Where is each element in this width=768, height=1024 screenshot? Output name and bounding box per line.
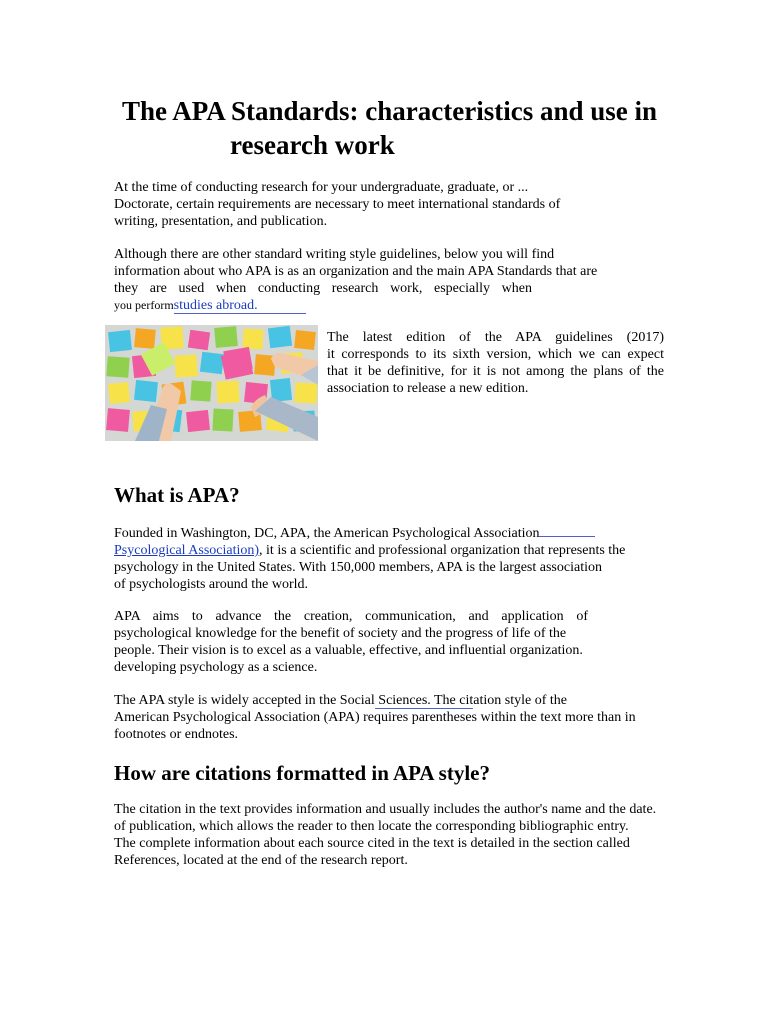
style-line-3: footnotes or endnotes. bbox=[114, 727, 239, 742]
guidelines-line-3: they are used when conducting research work, especially when bbox=[114, 281, 532, 296]
intro-line-1: At the time of conducting research for your undergraduate, graduate, or ... bbox=[114, 180, 529, 195]
style-line-1-a: The APA style is widely accepted in the Social bbox=[114, 693, 375, 708]
guidelines-line-4-prefix: you perform bbox=[114, 298, 174, 312]
studies-abroad-link-text: studies abroad bbox=[173, 298, 255, 313]
studies-abroad-link[interactable] bbox=[174, 298, 306, 314]
apa-style-paragraph bbox=[114, 692, 666, 743]
founded-line-4: of psychologists around the world. bbox=[114, 577, 309, 592]
citation-line-2: of publication, which allows the reader to then locate the corresponding bibliographic entry. bbox=[114, 819, 629, 834]
side-line-3: that it be definitive, for it is not among the plans of the bbox=[327, 364, 664, 379]
sticky-notes-image bbox=[105, 325, 318, 441]
apa-aims-paragraph bbox=[114, 608, 666, 676]
psycological-association-link[interactable]: Psycological Association) bbox=[114, 543, 260, 558]
founded-line-2-rest: , it is a scientific and professional organization that represents the bbox=[259, 543, 626, 558]
style-line-2: American Psychological Association (APA) requires parentheses within the text more than in bbox=[114, 710, 636, 725]
founded-line-1 bbox=[114, 524, 666, 542]
style-line-1-c: ation style of the bbox=[473, 693, 567, 708]
social-sciences-link[interactable]: Sciences. The cit bbox=[374, 693, 474, 708]
founded-line-1-text: Founded in Washington, DC, APA, the American Psychological Association bbox=[114, 526, 540, 541]
founded-line-2 bbox=[114, 542, 666, 559]
style-line-1 bbox=[114, 692, 666, 709]
intro-paragraph bbox=[114, 179, 666, 230]
citation-paragraph bbox=[114, 801, 666, 869]
guidelines-line-4 bbox=[114, 297, 666, 314]
founded-line-1-underline bbox=[539, 524, 595, 537]
apa-founded-paragraph bbox=[114, 524, 666, 593]
section-heading-citations: How are citations formatted in APA style? bbox=[114, 761, 491, 785]
citation-line-3: The complete information about each source cited in the text is detailed in the section called bbox=[114, 836, 630, 851]
aims-line-2: psychological knowledge for the benefit of society and the progress of life of the bbox=[114, 626, 567, 641]
founded-line-3: psychology in the United States. With 150,000 members, APA is the largest association bbox=[114, 560, 602, 575]
studies-abroad-link-suffix: . bbox=[254, 298, 258, 313]
aims-line-3: people. Their vision is to excel as a valuable, effective, and influential organization. bbox=[114, 643, 583, 658]
aims-line-4: developing psychology as a science. bbox=[114, 660, 318, 675]
page-title bbox=[100, 94, 680, 162]
guidelines-line-2: information about who APA is as an organization and the main APA Standards that are bbox=[114, 264, 598, 279]
side-line-2: it corresponds to its sixth version, which we can expect bbox=[327, 347, 664, 362]
citation-line-1: The citation in the text provides information and usually includes the author's name and the date. bbox=[114, 802, 657, 817]
intro-line-2: Doctorate, certain requirements are necessary to meet international standards of bbox=[114, 197, 561, 212]
citation-line-4: References, located at the end of the research report. bbox=[114, 853, 408, 868]
guidelines-line-1: Although there are other standard writing style guidelines, below you will find bbox=[114, 247, 555, 262]
title-line-2: research work bbox=[230, 130, 395, 160]
side-paragraph bbox=[327, 329, 664, 397]
intro-line-3: writing, presentation, and publication. bbox=[114, 214, 328, 229]
section-heading-what-is-apa: What is APA? bbox=[114, 483, 240, 507]
aims-line-1: APA aims to advance the creation, communication, and application of bbox=[114, 609, 588, 624]
guidelines-paragraph bbox=[114, 246, 666, 314]
side-line-4: association to release a new edition. bbox=[327, 381, 529, 396]
side-line-1: The latest edition of the APA guidelines (2017) bbox=[327, 330, 664, 345]
title-line-1: The APA Standards: characteristics and use in bbox=[122, 96, 658, 126]
sticky-notes-illustration bbox=[105, 325, 318, 441]
